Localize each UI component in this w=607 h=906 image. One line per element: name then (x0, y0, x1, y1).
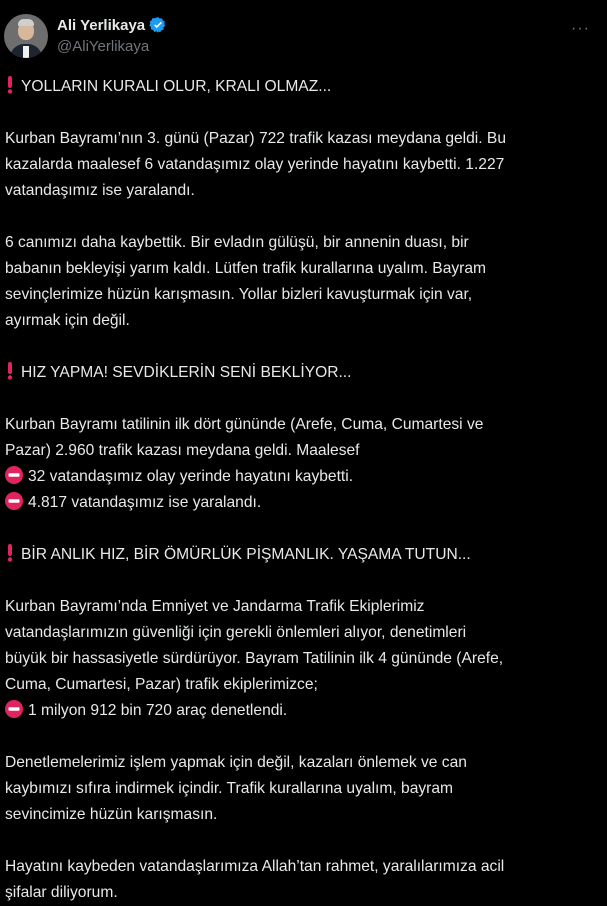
stat-injured: 4.817 vatandaşımız ise yaralandı. (28, 494, 262, 511)
heading-1 (5, 74, 603, 100)
paragraph-5-line: kaybımızı sıfıra indirmek içindir. Trafik kurallarına uyalım, bayram (5, 780, 454, 797)
paragraph-3-line: Pazar) 2.960 trafik kazası meydana geldi. Maalesef (5, 442, 360, 459)
verified-badge-icon (149, 16, 167, 34)
paragraph-4-line: büyük bir hassasiyetle sürdürüyor. Bayram Tatilinin ilk 4 gününde (Arefe, (5, 650, 504, 667)
paragraph-2-line: babanın bekleyişi yarım kaldı. Lütfen trafik kurallarına uyalım. Bayram (5, 260, 487, 277)
paragraph-3-line: Kurban Bayramı tatilinin ilk dört gününde (Arefe, Cuma, Cumartesi ve (5, 416, 484, 433)
stat-inspections: 1 milyon 912 bin 720 araç denetlendi. (28, 702, 288, 719)
stat-line (5, 464, 603, 490)
exclamation-icon (5, 360, 15, 386)
display-name[interactable]: Ali Yerlikaya (57, 16, 146, 34)
paragraph-3 (5, 412, 603, 516)
paragraph-4 (5, 594, 603, 724)
handle[interactable]: @AliYerlikaya (57, 38, 150, 55)
avatar-shirt (23, 46, 29, 58)
paragraph-2-line: 6 canımızı daha kaybettik. Bir evladın gülüşü, bir annenin duası, bir (5, 234, 469, 251)
paragraph-6 (5, 854, 603, 906)
paragraph-1-line: kazalarda maalesef 6 vatandaşımız olay yerinde hayatını kaybetti. 1.227 (5, 156, 505, 173)
paragraph-5-line: Denetlemelerimiz işlem yapmak için değil, kazaları önlemek ve can (5, 754, 467, 771)
stat-deaths: 32 vatandaşımız olay yerinde hayatını kaybetti. (28, 468, 354, 485)
tweet-header (4, 14, 604, 62)
tweet-text (5, 74, 603, 906)
paragraph-5-line: sevincimize hüzün karışmasın. (5, 806, 218, 823)
paragraph-2-line: ayırmak için değil. (5, 312, 130, 329)
paragraph-1 (5, 126, 603, 204)
more-options-icon[interactable]: ··· (571, 20, 590, 37)
name-row (57, 16, 167, 34)
heading-2-text: HIZ YAPMA! SEVDİKLERİN SENİ BEKLİYOR... (21, 364, 352, 381)
exclamation-icon (5, 542, 15, 568)
paragraph-4-line: vatandaşlarımızın güvenliği için gerekli önlemleri alıyor, denetimleri (5, 624, 467, 641)
exclamation-icon (5, 74, 15, 100)
no-entry-icon (5, 466, 23, 484)
no-entry-icon (5, 492, 23, 510)
stat-line (5, 490, 603, 516)
paragraph-1-line: vatandaşımız ise yaralandı. (5, 182, 195, 199)
paragraph-2 (5, 230, 603, 334)
paragraph-4-line: Kurban Bayramı’nda Emniyet ve Jandarma Trafik Ekiplerimiz (5, 598, 425, 615)
avatar-hair (18, 19, 34, 26)
no-entry-icon (5, 700, 23, 718)
paragraph-6-line: şifalar diliyorum. (5, 884, 118, 901)
paragraph-2-line: sevinçlerimize hüzün karışmasın. Yollar bizleri kavuşturmak için var, (5, 286, 473, 303)
heading-2 (5, 360, 603, 386)
stat-line (5, 698, 603, 724)
paragraph-6-line: Hayatını kaybeden vatandaşlarımıza Allah’tan rahmet, yaralılarımıza acil (5, 858, 505, 875)
paragraph-4-line: Cuma, Cumartesi, Pazar) trafik ekiplerimizce; (5, 676, 318, 693)
paragraph-1-line: Kurban Bayramı’nın 3. günü (Pazar) 722 trafik kazası meydana geldi. Bu (5, 130, 507, 147)
heading-3 (5, 542, 603, 568)
heading-3-text: BİR ANLIK HIZ, BİR ÖMÜRLÜK PİŞMANLIK. YAŞAMA TUTUN... (21, 546, 471, 563)
avatar[interactable] (4, 14, 48, 58)
heading-1-text: YOLLARIN KURALI OLUR, KRALI OLMAZ... (21, 78, 332, 95)
paragraph-5 (5, 750, 603, 828)
